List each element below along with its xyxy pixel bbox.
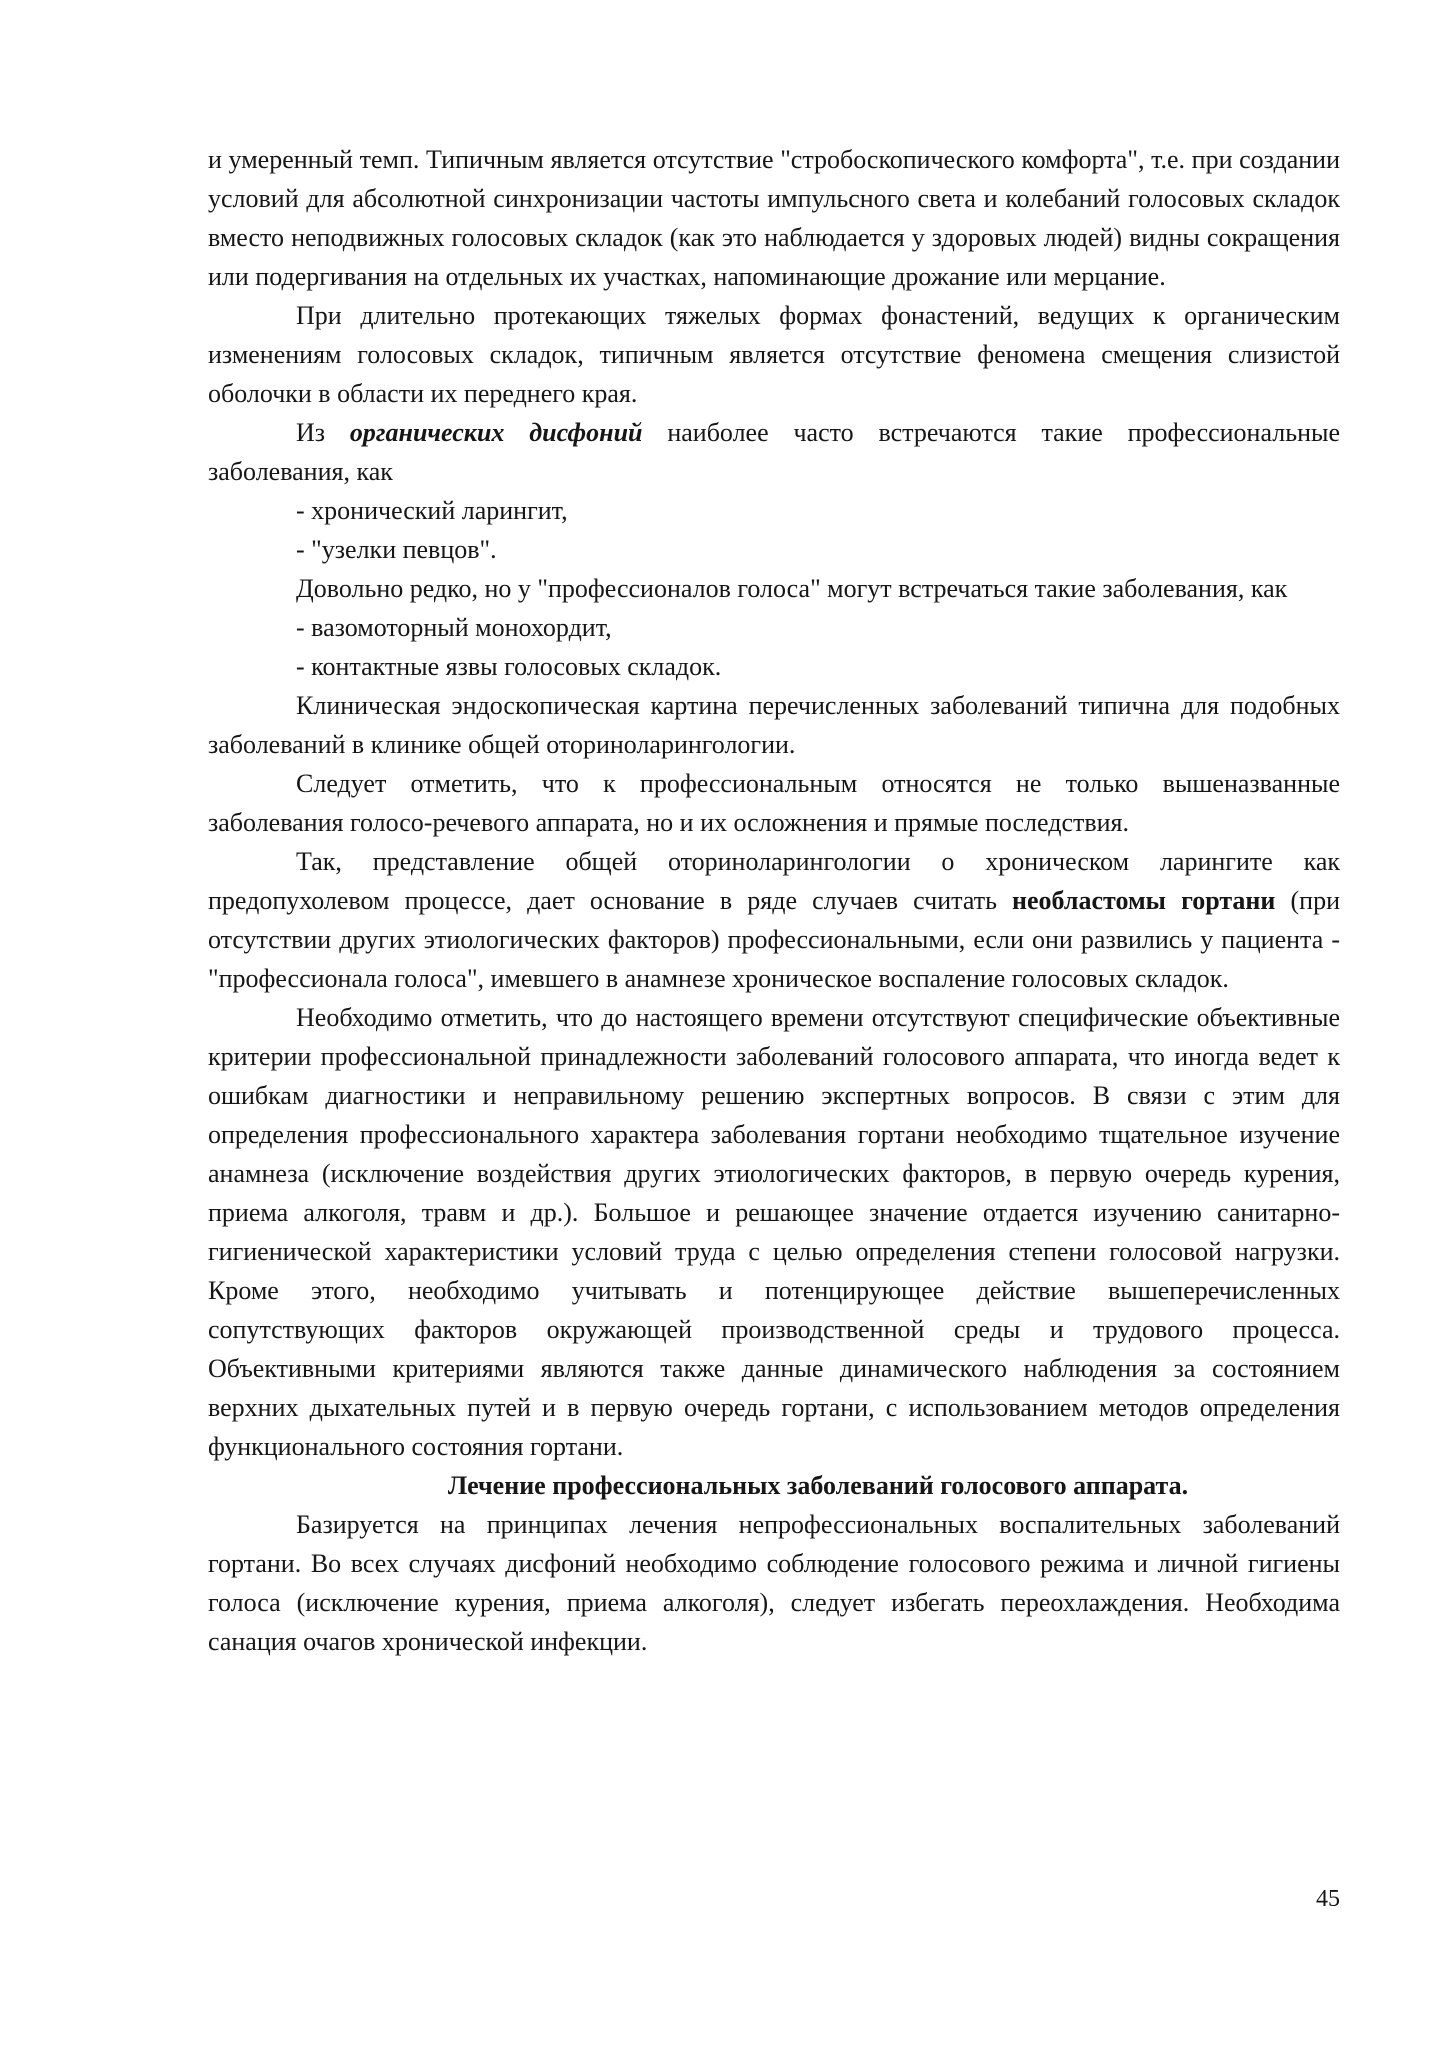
page-body bbox=[208, 140, 1340, 1661]
page-number: 45 bbox=[1316, 1886, 1340, 1912]
paragraph-5: Клиническая эндоскопическая картина перечисленных заболеваний типична для подобных заболеваний в клинике общей оториноларингологии. bbox=[208, 691, 1340, 759]
list-item: - "узелки певцов". bbox=[296, 535, 497, 564]
paragraph-4: Довольно редко, но у "профессионалов голоса" могут встречаться такие заболевания, как bbox=[296, 574, 1288, 603]
paragraph-3-rest: наиболее часто встречаются такие профессиональные заболевания, как bbox=[208, 418, 1340, 486]
list-item: - хронический ларингит, bbox=[296, 496, 568, 525]
term-neoblastoma: необластомы гортани bbox=[1012, 886, 1276, 915]
paragraph-2: При длительно протекающих тяжелых формах фонастений, ведущих к органическим изменениям голосовых складок, типичным является отсутствие феномена смещения слизистой оболочки в области их переднего края. bbox=[208, 301, 1340, 408]
paragraph-3-lead: Из bbox=[296, 418, 350, 447]
paragraph-6: Следует отметить, что к профессиональным относятся не только вышеназванные заболевания голосо-речевого аппарата, но и их осложнения и прямые последствия. bbox=[208, 769, 1340, 837]
paragraph-7 bbox=[208, 842, 1340, 998]
paragraph-3 bbox=[208, 413, 1340, 491]
paragraph-8: Необходимо отметить, что до настоящего времени отсутствуют специфические объективные критерии профессиональной принадлежности заболеваний голосового аппарата, что иногда ведет к ошибкам диагностики и неправильному решению экспертных вопросов. В связи с этим для определения профессионального характера заболевания гортани необходимо тщательное изучение анамнеза (исключение воздействия других этиологических факторов, в первую очередь курения, приема алкоголя, травм и др.). Большое и решающее значение отдается изучению санитарно-гигиенической характеристики условий труда с целью определения степени голосовой нагрузки. Кроме этого, необходимо учитывать и потенцирующее действие вышеперечисленных сопутствующих факторов окружающей производственной среды и трудового процесса. Объективными критериями являются также данные динамического наблюдения за состоянием верхних дыхательных путей и в первую очередь гортани, с использованием методов определения функционального состояния гортани. bbox=[208, 1003, 1340, 1461]
paragraph-1: и умеренный темп. Типичным является отсутствие "стробоскопического комфорта", т.е. при создании условий для абсолютной синхронизации частоты импульсного света и колебаний голосовых складок вместо неподвижных голосовых складок (как это наблюдается у здоровых людей) видны сокращения или подергивания на отдельных их участках, напоминающие дрожание или мерцание. bbox=[208, 145, 1340, 291]
paragraph-9: Базируется на принципах лечения непрофессиональных воспалительных заболеваний гортани. Во всех случаях дисфоний необходимо соблюдение голосового режима и личной гигиены голоса (исключение курения, приема алкоголя), следует избегать переохлаждения. Необходима санация очагов хронической инфекции. bbox=[208, 1510, 1340, 1656]
paragraph-7-lead: Так, представление общей оториноларингологии о хроническом ларингите как предопухолевом процессе, дает основание в ряде случаев считать bbox=[208, 847, 1340, 915]
term-organic-dysphonias: органических дисфоний bbox=[349, 418, 643, 447]
list-item: - контактные язвы голосовых складок. bbox=[296, 652, 722, 681]
paragraph-7-rest: (при отсутствии других этиологических факторов) профессиональными, если они развились у пациента - "профессионала голоса", имевшего в анамнезе хроническое воспаление голосовых складок. bbox=[208, 886, 1340, 993]
section-heading: Лечение профессиональных заболеваний голосового аппарата. bbox=[447, 1471, 1189, 1500]
list-item: - вазомоторный монохордит, bbox=[296, 613, 612, 642]
